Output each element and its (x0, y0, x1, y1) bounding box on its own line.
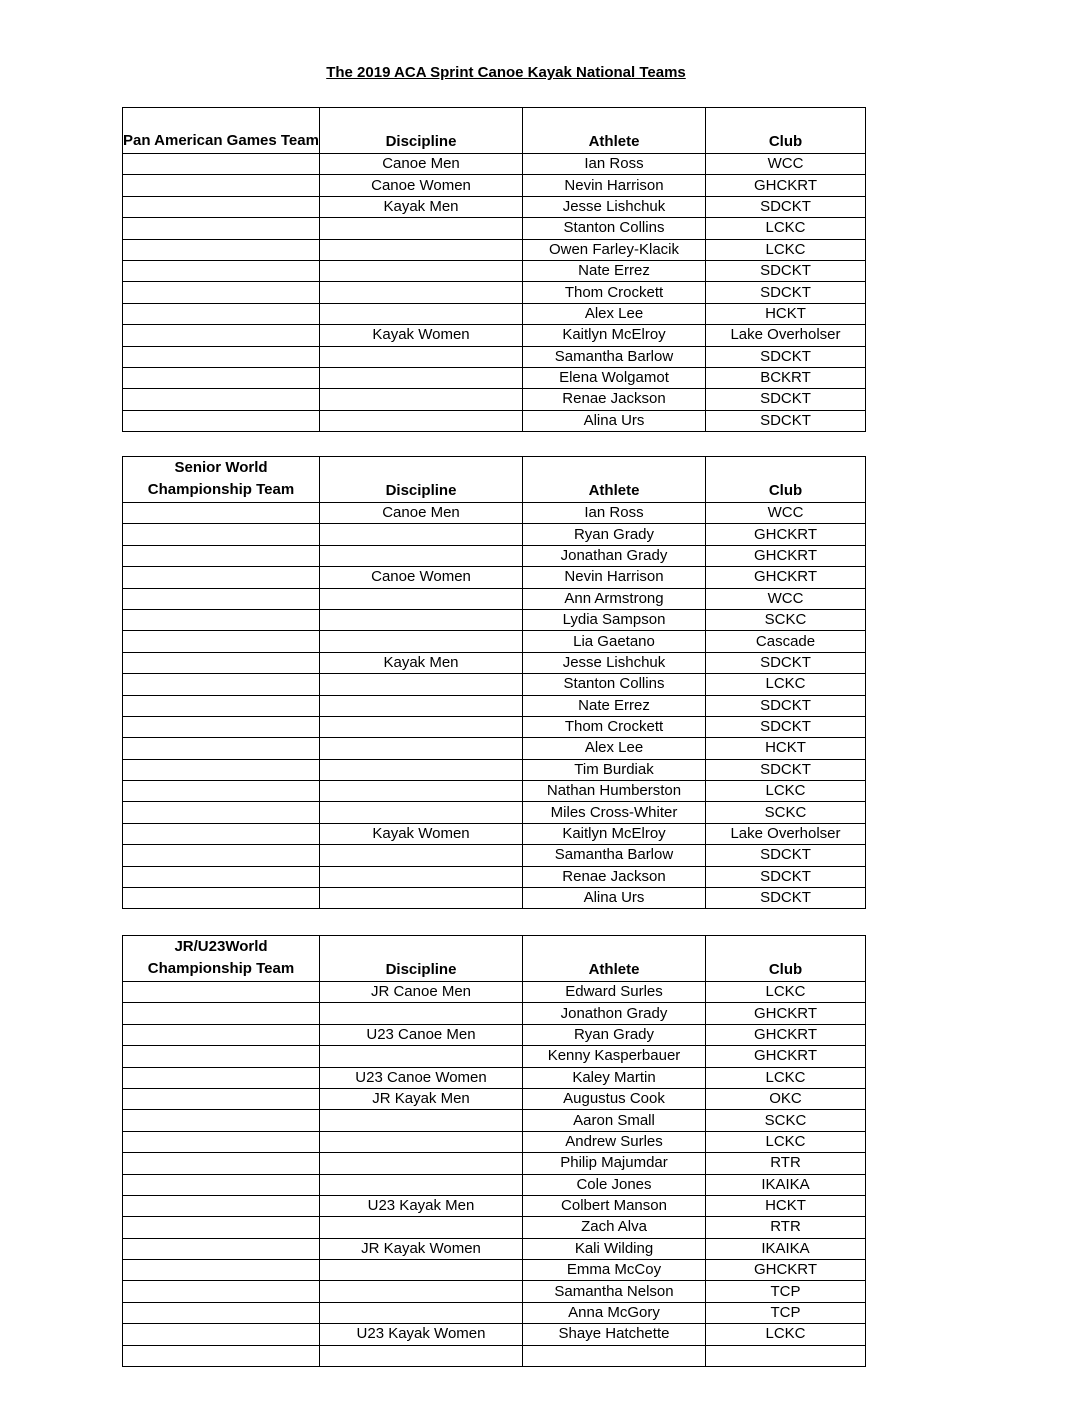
club-cell: SDCKT (706, 866, 866, 887)
discipline-cell (320, 410, 523, 431)
table-row (123, 1088, 866, 1109)
discipline-cell: U23 Kayak Women (320, 1324, 523, 1345)
discipline-cell (320, 845, 523, 866)
table-row (123, 1217, 866, 1238)
athlete-header: Athlete (523, 936, 706, 982)
discipline-cell (320, 1302, 523, 1323)
discipline-cell (320, 1153, 523, 1174)
discipline-cell (320, 282, 523, 303)
table-row (123, 982, 866, 1003)
club-cell: SDCKT (706, 695, 866, 716)
athlete-cell: Stanton Collins (523, 218, 706, 239)
club-cell: RTR (706, 1153, 866, 1174)
athlete-cell: Jesse Lishchuk (523, 196, 706, 217)
team-cell (123, 1088, 320, 1109)
discipline-cell: Kayak Men (320, 196, 523, 217)
athlete-cell: Cole Jones (523, 1174, 706, 1195)
athlete-cell: Stanton Collins (523, 674, 706, 695)
club-cell: SDCKT (706, 260, 866, 281)
athlete-cell: Samantha Barlow (523, 845, 706, 866)
discipline-cell (320, 631, 523, 652)
club-cell: OKC (706, 1088, 866, 1109)
athlete-cell: Thom Crockett (523, 716, 706, 737)
athlete-cell: Nathan Humberston (523, 781, 706, 802)
club-cell: TCP (706, 1302, 866, 1323)
table-row (123, 503, 866, 524)
table-row (123, 845, 866, 866)
club-cell: WCC (706, 503, 866, 524)
document-title: The 2019 ACA Sprint Canoe Kayak National Teams (326, 64, 686, 81)
club-cell: GHCKRT (706, 1003, 866, 1024)
team-cell (123, 631, 320, 652)
team-cell (123, 823, 320, 844)
club-cell: IKAIKA (706, 1238, 866, 1259)
table-row (123, 1110, 866, 1131)
team-cell (123, 282, 320, 303)
team-table-senior-world (122, 456, 866, 909)
discipline-cell (320, 609, 523, 630)
discipline-header: Discipline (320, 108, 523, 154)
table-row (123, 524, 866, 545)
team-cell (123, 303, 320, 324)
athlete-cell: Augustus Cook (523, 1088, 706, 1109)
table-row (123, 1195, 866, 1216)
club-cell: SCKC (706, 1110, 866, 1131)
athlete-cell: Philip Majumdar (523, 1153, 706, 1174)
athlete-cell: Tim Burdiak (523, 759, 706, 780)
team-cell (123, 389, 320, 410)
team-cell (123, 239, 320, 260)
team-cell (123, 367, 320, 388)
team-cell (123, 1324, 320, 1345)
athlete-cell: Ian Ross (523, 154, 706, 175)
athlete-cell: Alex Lee (523, 738, 706, 759)
athlete-cell: Kenny Kasperbauer (523, 1046, 706, 1067)
athlete-cell: Kaitlyn McElroy (523, 823, 706, 844)
club-cell: SCKC (706, 802, 866, 823)
club-header: Club (706, 108, 866, 154)
table-row (123, 888, 866, 909)
team-cell (123, 1110, 320, 1131)
discipline-cell (320, 1260, 523, 1281)
table-row (123, 1153, 866, 1174)
table-row (123, 196, 866, 217)
team-cell (123, 503, 320, 524)
table-row (123, 1174, 866, 1195)
athlete-cell: Miles Cross-Whiter (523, 802, 706, 823)
table-row (123, 545, 866, 566)
team-cell (123, 1046, 320, 1067)
team-table-jr-u23-world (122, 935, 866, 1367)
discipline-cell (320, 389, 523, 410)
discipline-cell (320, 1110, 523, 1131)
athlete-cell: Kali Wilding (523, 1238, 706, 1259)
team-cell (123, 982, 320, 1003)
discipline-cell (320, 1281, 523, 1302)
athlete-cell (523, 1345, 706, 1366)
discipline-cell: Canoe Men (320, 154, 523, 175)
team-cell (123, 759, 320, 780)
discipline-cell: JR Kayak Women (320, 1238, 523, 1259)
club-cell: LCKC (706, 674, 866, 695)
athlete-cell: Nate Errez (523, 260, 706, 281)
athlete-cell: Kaley Martin (523, 1067, 706, 1088)
table-row (123, 631, 866, 652)
team-cell (123, 588, 320, 609)
table-row (123, 1024, 866, 1045)
athlete-cell: Renae Jackson (523, 866, 706, 887)
club-cell: GHCKRT (706, 1046, 866, 1067)
team-cell (123, 218, 320, 239)
athlete-cell: Kaitlyn McElroy (523, 325, 706, 346)
discipline-cell (320, 303, 523, 324)
team-cell (123, 1174, 320, 1195)
club-cell: Lake Overholser (706, 325, 866, 346)
athlete-cell: Anna McGory (523, 1302, 706, 1323)
team-cell (123, 410, 320, 431)
table-row (123, 389, 866, 410)
team-cell (123, 325, 320, 346)
team-cell (123, 1302, 320, 1323)
club-cell (706, 1345, 866, 1366)
athlete-cell: Samantha Nelson (523, 1281, 706, 1302)
discipline-cell (320, 1046, 523, 1067)
club-cell: HCKT (706, 1195, 866, 1216)
club-header: Club (706, 936, 866, 982)
team-table-pan-american (122, 107, 866, 432)
club-cell: RTR (706, 1217, 866, 1238)
discipline-cell (320, 545, 523, 566)
table-row (123, 282, 866, 303)
table-row (123, 609, 866, 630)
discipline-cell: Canoe Women (320, 567, 523, 588)
athlete-cell: Ann Armstrong (523, 588, 706, 609)
table-row (123, 367, 866, 388)
athlete-cell: Lydia Sampson (523, 609, 706, 630)
club-cell: GHCKRT (706, 1024, 866, 1045)
team-cell (123, 674, 320, 695)
table-row (123, 1324, 866, 1345)
table-row (123, 1345, 866, 1366)
table-row (123, 154, 866, 175)
team-cell (123, 567, 320, 588)
table-row (123, 823, 866, 844)
team-cell (123, 845, 320, 866)
athlete-cell: Edward Surles (523, 982, 706, 1003)
discipline-cell: JR Canoe Men (320, 982, 523, 1003)
club-cell: BCKRT (706, 367, 866, 388)
club-header: Club (706, 457, 866, 503)
club-cell: SDCKT (706, 282, 866, 303)
discipline-cell (320, 1345, 523, 1366)
discipline-cell (320, 1174, 523, 1195)
discipline-cell (320, 1217, 523, 1238)
team-cell (123, 346, 320, 367)
athlete-cell: Nevin Harrison (523, 567, 706, 588)
discipline-cell (320, 260, 523, 281)
team-cell (123, 866, 320, 887)
team-cell (123, 802, 320, 823)
athlete-cell: Owen Farley-Klacik (523, 239, 706, 260)
athlete-cell: Jonathan Grady (523, 545, 706, 566)
club-cell: GHCKRT (706, 567, 866, 588)
club-cell: HCKT (706, 738, 866, 759)
club-cell: LCKC (706, 1067, 866, 1088)
club-cell: GHCKRT (706, 545, 866, 566)
team-cell (123, 1238, 320, 1259)
team-cell (123, 1153, 320, 1174)
discipline-cell: U23 Canoe Women (320, 1067, 523, 1088)
discipline-cell (320, 781, 523, 802)
team-cell (123, 716, 320, 737)
table-row (123, 175, 866, 196)
discipline-cell (320, 802, 523, 823)
discipline-cell (320, 738, 523, 759)
table-row (123, 1067, 866, 1088)
club-cell: LCKC (706, 1131, 866, 1152)
club-cell: WCC (706, 154, 866, 175)
athlete-cell: Samantha Barlow (523, 346, 706, 367)
club-cell: Lake Overholser (706, 823, 866, 844)
table-row (123, 674, 866, 695)
table-row (123, 781, 866, 802)
athlete-cell: Aaron Small (523, 1110, 706, 1131)
athlete-cell: Andrew Surles (523, 1131, 706, 1152)
athlete-cell: Renae Jackson (523, 389, 706, 410)
team-cell (123, 888, 320, 909)
team-cell (123, 781, 320, 802)
discipline-cell (320, 695, 523, 716)
discipline-cell (320, 716, 523, 737)
team-cell (123, 1345, 320, 1366)
club-cell: SDCKT (706, 652, 866, 673)
discipline-cell: Kayak Men (320, 652, 523, 673)
discipline-header: Discipline (320, 936, 523, 982)
discipline-cell (320, 346, 523, 367)
discipline-cell (320, 367, 523, 388)
athlete-cell: Ian Ross (523, 503, 706, 524)
team-name-header: Pan American Games Team (123, 108, 320, 154)
table-row (123, 1260, 866, 1281)
table-row (123, 239, 866, 260)
discipline-cell (320, 888, 523, 909)
discipline-cell (320, 524, 523, 545)
athlete-cell: Thom Crockett (523, 282, 706, 303)
club-cell: SDCKT (706, 888, 866, 909)
club-cell: SDCKT (706, 346, 866, 367)
table-header-row (123, 457, 866, 503)
table-row (123, 260, 866, 281)
table-row (123, 1131, 866, 1152)
club-cell: IKAIKA (706, 1174, 866, 1195)
table-row (123, 218, 866, 239)
athlete-cell: Ryan Grady (523, 1024, 706, 1045)
discipline-cell: Canoe Women (320, 175, 523, 196)
athlete-cell: Colbert Manson (523, 1195, 706, 1216)
team-cell (123, 1217, 320, 1238)
athlete-header: Athlete (523, 457, 706, 503)
team-cell (123, 545, 320, 566)
club-cell: SDCKT (706, 410, 866, 431)
table-row (123, 759, 866, 780)
table-row (123, 588, 866, 609)
team-cell (123, 1131, 320, 1152)
discipline-cell (320, 674, 523, 695)
athlete-cell: Jonathon Grady (523, 1003, 706, 1024)
club-cell: LCKC (706, 781, 866, 802)
club-cell: SDCKT (706, 845, 866, 866)
discipline-header: Discipline (320, 457, 523, 503)
discipline-cell (320, 239, 523, 260)
table-row (123, 410, 866, 431)
team-cell (123, 1260, 320, 1281)
club-cell: WCC (706, 588, 866, 609)
team-name-header: Senior World Championship Team (123, 457, 320, 503)
team-cell (123, 1003, 320, 1024)
table-row (123, 802, 866, 823)
discipline-cell (320, 588, 523, 609)
discipline-cell (320, 218, 523, 239)
table-row (123, 1281, 866, 1302)
club-cell: GHCKRT (706, 524, 866, 545)
club-cell: LCKC (706, 239, 866, 260)
table-row (123, 738, 866, 759)
club-cell: LCKC (706, 218, 866, 239)
team-name-header: JR/U23World Championship Team (123, 936, 320, 982)
table-row (123, 303, 866, 324)
team-cell (123, 695, 320, 716)
athlete-cell: Jesse Lishchuk (523, 652, 706, 673)
club-cell: Cascade (706, 631, 866, 652)
team-cell (123, 1024, 320, 1045)
club-cell: SDCKT (706, 196, 866, 217)
team-cell (123, 260, 320, 281)
athlete-cell: Nevin Harrison (523, 175, 706, 196)
table-row (123, 1302, 866, 1323)
discipline-cell (320, 759, 523, 780)
discipline-cell: U23 Canoe Men (320, 1024, 523, 1045)
table-row (123, 325, 866, 346)
club-cell: GHCKRT (706, 1260, 866, 1281)
team-cell (123, 609, 320, 630)
table-row (123, 567, 866, 588)
team-cell (123, 524, 320, 545)
table-header-row (123, 936, 866, 982)
club-cell: SDCKT (706, 389, 866, 410)
club-cell: LCKC (706, 1324, 866, 1345)
athlete-cell: Emma McCoy (523, 1260, 706, 1281)
discipline-cell: JR Kayak Men (320, 1088, 523, 1109)
table-row (123, 866, 866, 887)
discipline-cell: U23 Kayak Men (320, 1195, 523, 1216)
club-cell: SCKC (706, 609, 866, 630)
athlete-cell: Alina Urs (523, 888, 706, 909)
team-cell (123, 196, 320, 217)
discipline-cell: Kayak Women (320, 823, 523, 844)
team-cell (123, 738, 320, 759)
club-cell: GHCKRT (706, 175, 866, 196)
table-row (123, 695, 866, 716)
club-cell: SDCKT (706, 716, 866, 737)
club-cell: SDCKT (706, 759, 866, 780)
athlete-cell: Zach Alva (523, 1217, 706, 1238)
table-row (123, 1238, 866, 1259)
athlete-cell: Nate Errez (523, 695, 706, 716)
athlete-cell: Ryan Grady (523, 524, 706, 545)
discipline-cell (320, 1003, 523, 1024)
team-cell (123, 1195, 320, 1216)
table-row (123, 652, 866, 673)
table-row (123, 1046, 866, 1067)
table-row (123, 346, 866, 367)
team-cell (123, 154, 320, 175)
athlete-cell: Elena Wolgamot (523, 367, 706, 388)
table-header-row (123, 108, 866, 154)
table-row (123, 1003, 866, 1024)
athlete-cell: Lia Gaetano (523, 631, 706, 652)
athlete-cell: Shaye Hatchette (523, 1324, 706, 1345)
club-cell: TCP (706, 1281, 866, 1302)
discipline-cell (320, 866, 523, 887)
athlete-cell: Alina Urs (523, 410, 706, 431)
team-cell (123, 175, 320, 196)
club-cell: LCKC (706, 982, 866, 1003)
club-cell: HCKT (706, 303, 866, 324)
athlete-header: Athlete (523, 108, 706, 154)
discipline-cell: Canoe Men (320, 503, 523, 524)
table-row (123, 716, 866, 737)
discipline-cell: Kayak Women (320, 325, 523, 346)
team-cell (123, 652, 320, 673)
discipline-cell (320, 1131, 523, 1152)
team-cell (123, 1281, 320, 1302)
team-cell (123, 1067, 320, 1088)
athlete-cell: Alex Lee (523, 303, 706, 324)
